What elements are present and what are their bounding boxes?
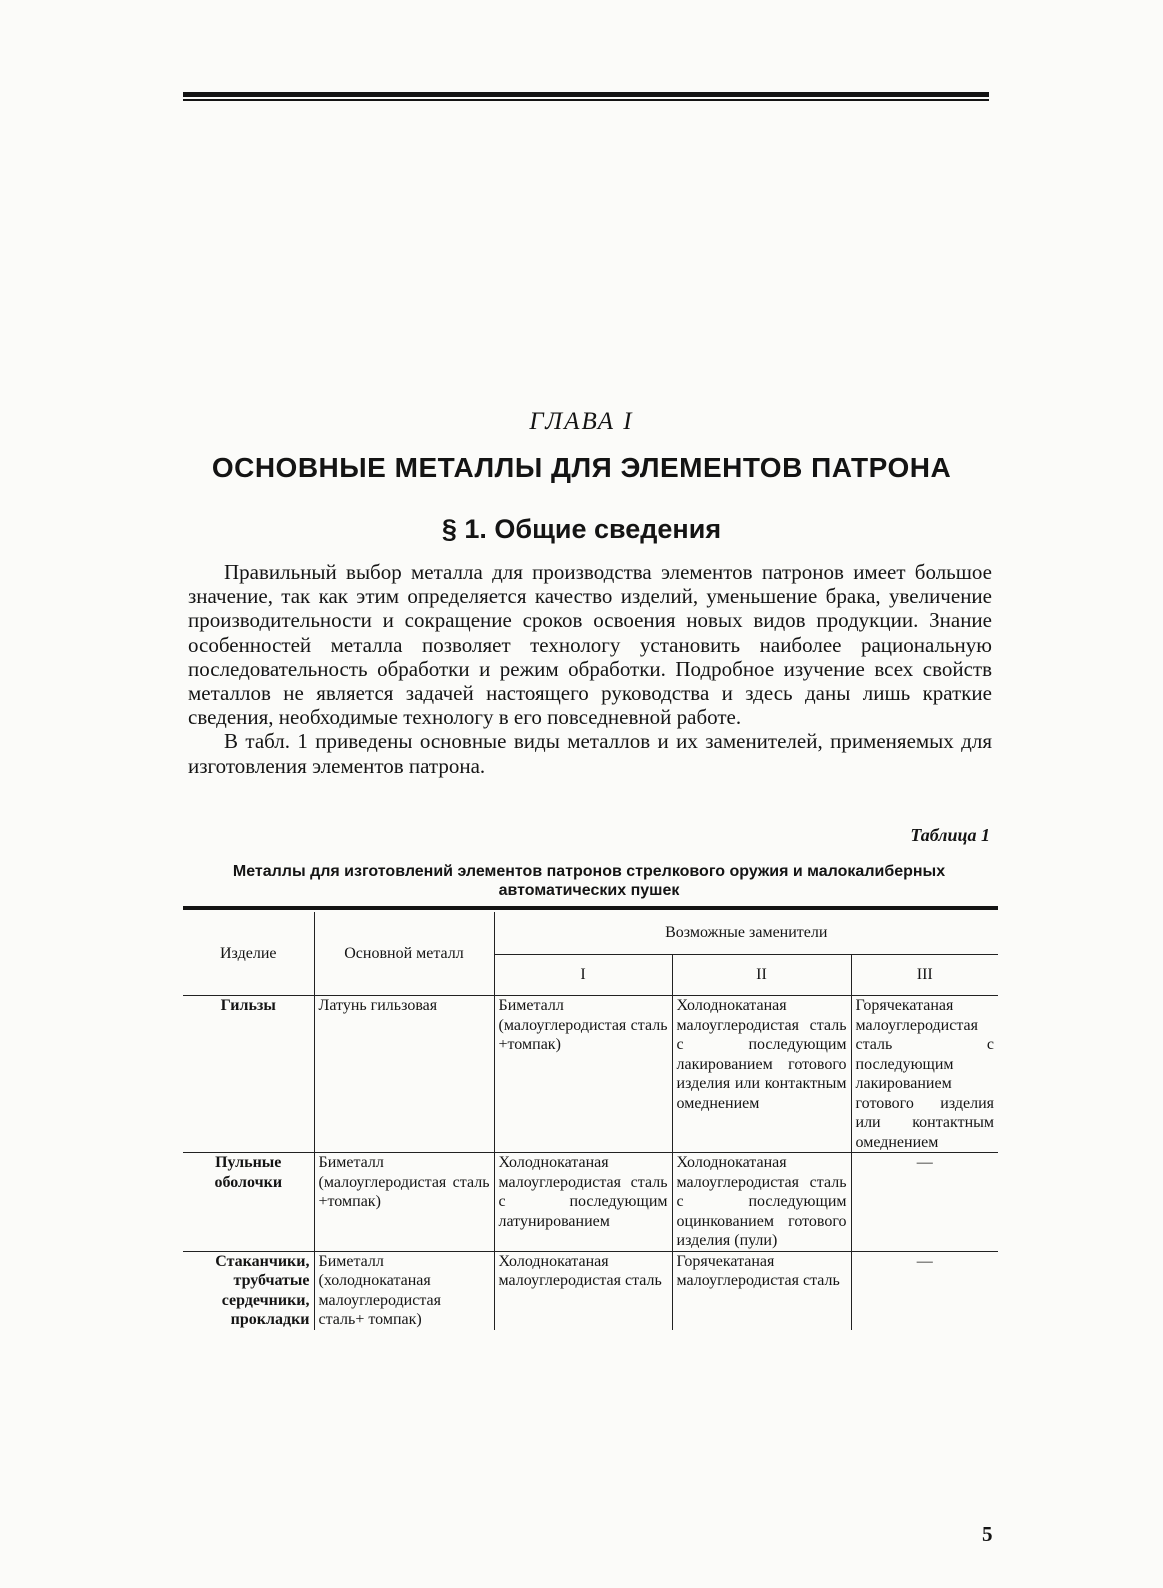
cell-sub-3: Горячекатаная малоуглеродистая сталь с последующим лакированием готового изделия или контактным омеднением (851, 996, 998, 1153)
table-row (183, 996, 998, 1153)
top-rule-thick (183, 92, 989, 97)
cell-sub-2: Горячекатаная малоуглеродистая сталь (672, 1251, 851, 1330)
table-label: Таблица 1 (910, 825, 990, 845)
cell-sub-2: Холоднокатаная малоуглеродистая сталь с последующим оцинкованием готового изделия (пули) (672, 1153, 851, 1252)
top-rule-thin (183, 99, 989, 101)
cell-sub-1: Биметалл (малоуглеродистая сталь +томпак) (494, 996, 672, 1153)
paragraph: В табл. 1 приведены основные виды металлов и их заменителей, применяемых для изготовления элементов патрона. (188, 729, 992, 778)
body-text (188, 560, 992, 778)
table-caption: Металлы для изготовлений элементов патронов стрелкового оружия и малокалиберных автоматических пушек (232, 863, 946, 899)
table-top-rule (183, 906, 998, 910)
chapter-title: ОСНОВНЫЕ МЕТАЛЛЫ ДЛЯ ЭЛЕМЕНТОВ ПАТРОНА (211, 452, 952, 483)
header-sub-2: II (672, 955, 851, 996)
table-row (183, 1251, 998, 1330)
cell-sub-2: Холоднокатаная малоуглеродистая сталь с последующим лакированием готового изделия или контактным омеднением (672, 996, 851, 1153)
header-base-metal: Основной металл (314, 912, 494, 996)
header-item: Изделие (183, 912, 314, 996)
cell-item: Гильзы (183, 996, 314, 1153)
cell-item: Пульные оболочки (183, 1153, 314, 1252)
cell-sub-1: Холоднокатаная малоуглеродистая сталь с последующим латунированием (494, 1153, 672, 1252)
header-substitutes: Возможные заменители (494, 912, 998, 955)
page-number: 5 (982, 1522, 993, 1546)
metals-table (183, 912, 998, 1330)
cell-item: Стаканчики, трубчатые сердечники, прокладки (183, 1251, 314, 1330)
cell-sub-3: — (851, 1251, 998, 1330)
cell-sub-1: Холоднокатаная малоуглеродистая сталь (494, 1251, 672, 1330)
header-sub-3: III (851, 955, 998, 996)
cell-base: Биметалл (малоуглеродистая сталь +томпак) (314, 1153, 494, 1252)
cell-base: Биметалл (холоднокатаная малоуглеродистая сталь+ томпак) (314, 1251, 494, 1330)
section-heading: § 1. Общие сведения (441, 514, 722, 544)
paragraph: Правильный выбор металла для производства элементов патронов имеет большое значение, так как этим определяется качество изделий, уменьшение брака, увеличение производительности и сокращение сроков освоения новых видов продукции. Знание особенностей металла позволяет технологу установить наиболее рациональную последовательность обработки и режим обработки. Подробное изучение всех свойств металлов не является задачей настоящего руководства и здесь даны лишь краткие сведения, необходимые технологу в его повседневной работе. (188, 560, 992, 730)
cell-base: Латунь гильзовая (314, 996, 494, 1153)
header-sub-1: I (494, 955, 672, 996)
chapter-heading: ГЛАВА I (529, 408, 634, 435)
table-row (183, 1153, 998, 1252)
cell-sub-3: — (851, 1153, 998, 1252)
